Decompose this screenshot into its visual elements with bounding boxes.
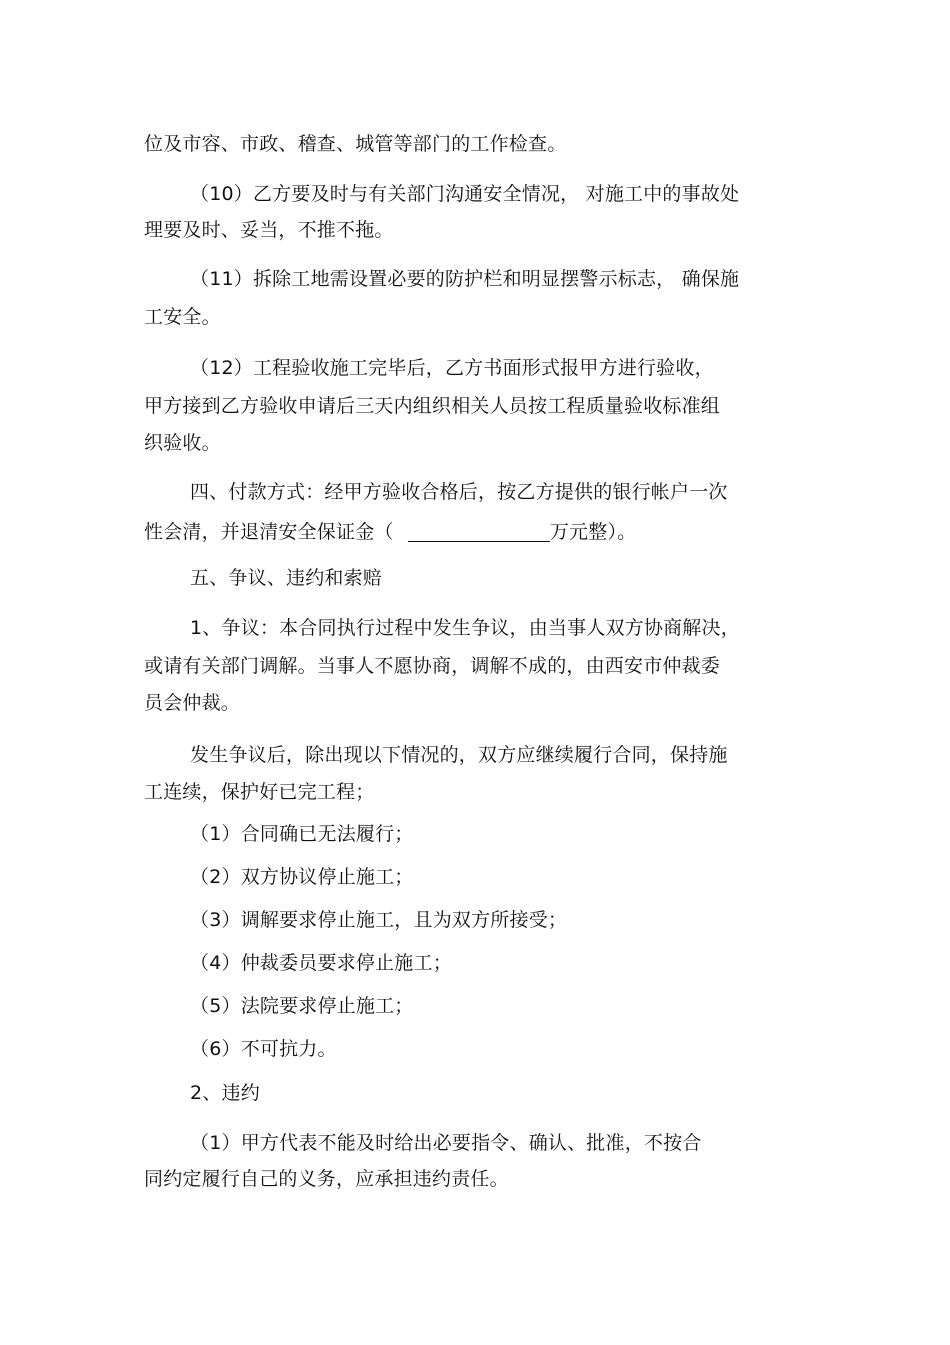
continue-line-2: 工连续，保护好已完工程； [144,781,375,803]
dispute-line-2: 或请有关部门调解。当事人不愿协商，调解不成的，由西安市仲裁委 [144,655,721,677]
payment-unit: 万元整）。 [549,521,637,543]
payment-line-1: 四、付款方式：经甲方验收合格后，按乙方提供的银行帐户一次 [190,481,728,503]
list-item: （4）仲裁委员要求停止施工； [190,952,452,974]
clause-11-line-2: 工安全。 [144,306,221,328]
clause-12-line-3: 织验收。 [144,432,221,454]
clause-10-line-1: （10）乙方要及时与有关部门沟通安全情况， 对施工中的事故处 [190,183,740,205]
list-item: （3）调解要求停止施工，且为双方所接受； [190,909,568,931]
list-item: （5）法院要求停止施工； [190,995,414,1017]
clause-12-line-1: （12）工程验收施工完毕后，乙方书面形式报甲方进行验收， [190,357,714,379]
list-item: （1）合同确已无法履行； [190,823,414,845]
amount-blank [408,522,550,542]
continue-line-1: 发生争议后，除出现以下情况的，双方应继续履行合同，保持施 [190,744,728,766]
payment-line-2 [144,520,636,544]
list-item: （6）不可抗力。 [190,1038,337,1060]
breach-heading: 2、违约 [190,1082,260,1104]
clause-11-line-1: （11）拆除工地需设置必要的防护栏和明显摆警示标志， 确保施 [190,268,740,290]
payment-text: 性会清，并退清安全保证金（ [144,521,400,543]
dispute-line-3: 员会仲裁。 [144,692,241,714]
breach-line-1: （1）甲方代表不能及时给出必要指令、确认、批准，不按合 [190,1132,702,1154]
clause-10-line-2: 理要及时、妥当，不推不拖。 [144,219,394,241]
text-line: 位及市容、市政、稽查、城管等部门的工作检查。 [144,133,567,155]
section-five-heading: 五、争议、违约和索赔 [190,567,383,589]
list-item: （2）双方协议停止施工； [190,866,414,888]
dispute-line-1: 1、争议：本合同执行过程中发生争议，由当事人双方协商解决， [190,617,740,639]
clause-12-line-2: 甲方接到乙方验收申请后三天内组织相关人员按工程质量验收标准组 [144,395,721,417]
breach-line-2: 同约定履行自己的义务，应承担违约责任。 [144,1168,509,1190]
